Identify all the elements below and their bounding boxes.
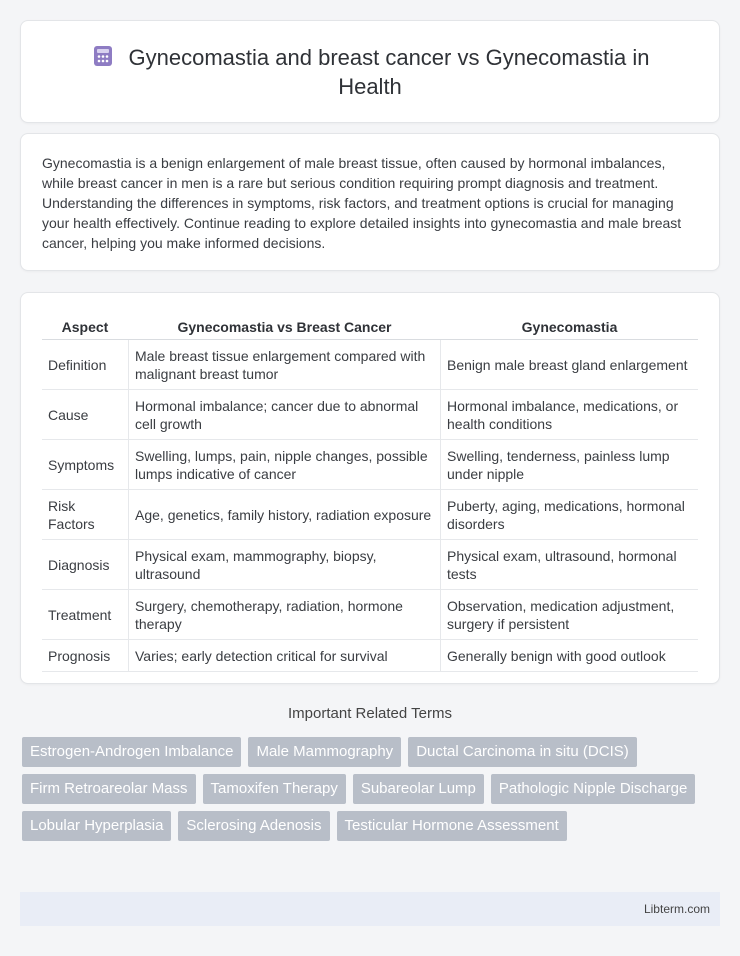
intro-card bbox=[20, 133, 720, 271]
term-tag[interactable]: Lobular Hyperplasia bbox=[22, 811, 171, 841]
term-tag[interactable]: Subareolar Lump bbox=[353, 774, 484, 804]
row-aspect: Cause bbox=[42, 390, 128, 440]
page-title-wrap bbox=[60, 43, 680, 101]
header-gynecomastia: Gynecomastia bbox=[441, 313, 698, 340]
row-comparison: Surgery, chemotherapy, radiation, hormone therapy bbox=[128, 590, 441, 640]
term-tag[interactable]: Tamoxifen Therapy bbox=[203, 774, 346, 804]
term-tag[interactable]: Pathologic Nipple Discharge bbox=[491, 774, 695, 804]
row-comparison: Male breast tissue enlargement compared with malignant breast tumor bbox=[128, 340, 441, 390]
term-tag[interactable]: Ductal Carcinoma in situ (DCIS) bbox=[408, 737, 637, 767]
row-comparison: Age, genetics, family history, radiation exposure bbox=[128, 490, 441, 540]
row-aspect: Risk Factors bbox=[42, 490, 128, 540]
table-row bbox=[42, 390, 698, 440]
related-terms-heading: Important Related Terms bbox=[288, 705, 452, 722]
title-card bbox=[20, 20, 720, 123]
table-header-row bbox=[42, 313, 698, 340]
term-tag[interactable]: Male Mammography bbox=[248, 737, 401, 767]
term-tag[interactable]: Testicular Hormone Assessment bbox=[337, 811, 567, 841]
header-aspect: Aspect bbox=[42, 313, 128, 340]
footer-site-link[interactable]: Libterm.com bbox=[643, 902, 710, 916]
row-aspect: Symptoms bbox=[42, 440, 128, 490]
row-aspect: Definition bbox=[42, 340, 128, 390]
row-aspect: Treatment bbox=[42, 590, 128, 640]
row-gynecomastia: Swelling, tenderness, painless lump under nipple bbox=[441, 440, 698, 490]
header-gynecomastia-vs-breast-cancer: Gynecomastia vs Breast Cancer bbox=[128, 313, 441, 340]
row-gynecomastia: Benign male breast gland enlargement bbox=[441, 340, 698, 390]
row-comparison: Varies; early detection critical for survival bbox=[128, 640, 441, 672]
term-tag[interactable]: Estrogen-Androgen Imbalance bbox=[22, 737, 241, 767]
table-row bbox=[42, 540, 698, 590]
page-title: Gynecomastia and breast cancer vs Gynecomastia in Health bbox=[128, 44, 650, 99]
table-row bbox=[42, 340, 698, 390]
row-comparison: Physical exam, mammography, biopsy, ultrasound bbox=[128, 540, 441, 590]
table-row bbox=[42, 590, 698, 640]
row-gynecomastia: Physical exam, ultrasound, hormonal tests bbox=[441, 540, 698, 590]
row-aspect: Diagnosis bbox=[42, 540, 128, 590]
term-tag[interactable]: Firm Retroareolar Mass bbox=[22, 774, 196, 804]
row-comparison: Hormonal imbalance; cancer due to abnormal cell growth bbox=[128, 390, 441, 440]
table-row bbox=[42, 440, 698, 490]
row-comparison: Swelling, lumps, pain, nipple changes, possible lumps indicative of cancer bbox=[128, 440, 441, 490]
comparison-table bbox=[42, 313, 698, 672]
intro-paragraph: Gynecomastia is a benign enlargement of male breast tissue, often caused by hormonal imbalances, while breast cancer in men is a rare but serious condition requiring prompt diagnosis and treatment. Understanding the differences in symptoms, risk factors, and treatment options is crucial for managing your health effectively. Continue reading to explore detailed insights into gynecomastia and male breast cancer, helping you make informed decisions. bbox=[42, 155, 682, 251]
footer-bar bbox=[20, 892, 720, 926]
table-row bbox=[42, 490, 698, 540]
row-gynecomastia: Generally benign with good outlook bbox=[441, 640, 698, 672]
term-tag[interactable]: Sclerosing Adenosis bbox=[178, 811, 329, 841]
row-gynecomastia: Puberty, aging, medications, hormonal disorders bbox=[441, 490, 698, 540]
row-gynecomastia: Observation, medication adjustment, surgery if persistent bbox=[441, 590, 698, 640]
comparison-table-card bbox=[20, 292, 720, 684]
row-gynecomastia: Hormonal imbalance, medications, or health conditions bbox=[441, 390, 698, 440]
row-aspect: Prognosis bbox=[42, 640, 128, 672]
calculator-icon bbox=[91, 44, 115, 68]
table-row bbox=[42, 640, 698, 672]
related-terms-list bbox=[22, 737, 718, 841]
